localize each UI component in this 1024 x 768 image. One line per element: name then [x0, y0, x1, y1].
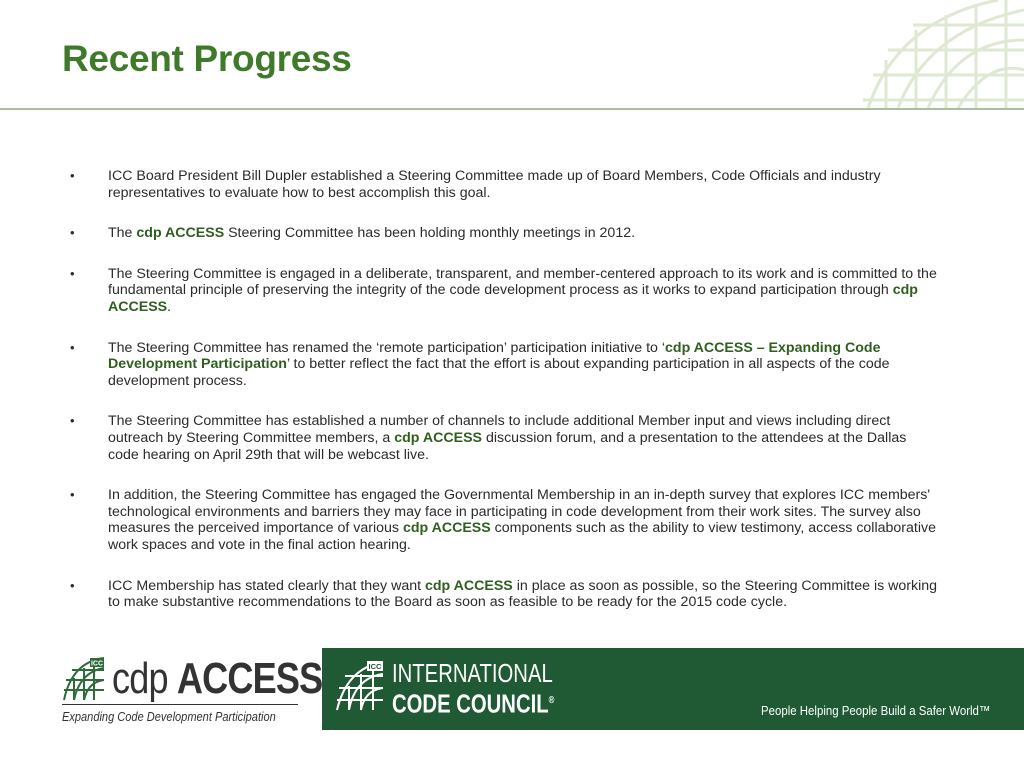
title-divider [0, 108, 1024, 110]
bullet-item [70, 168, 940, 201]
bullet-text: In addition, the Steering Committee has engaged the Governmental Membership in an in-depth survey that explores ICC members' technological environments and barriers they may face in participating in code development from their work sites. The survey also measures the perceived importance of various [108, 487, 931, 537]
bullet-text: The Steering Committee is engaged in a deliberate, transparent, and member-centered approach to its work and is committed to the fundamental principle of preserving the integrity of the code development process as it works to expand participation through [108, 265, 937, 299]
cdp-icc-globe-icon [62, 656, 106, 702]
icc-name-line1: INTERNATIONAL [392, 658, 553, 688]
bullet-dot-icon: • [70, 577, 75, 593]
bullet-bold-text: cdp ACCESS [136, 225, 225, 242]
bullet-dot-icon: • [70, 413, 75, 429]
bullet-text: ICC Membership has stated clearly that they want [108, 577, 425, 594]
globe-watermark-icon [858, 0, 1024, 108]
bullet-dot-icon: • [70, 487, 75, 503]
bullet-text: Steering Committee has been holding monthly meetings in 2012. [224, 225, 636, 242]
bullet-dot-icon: • [70, 339, 75, 355]
bullet-bold-text: cdp ACCESS [108, 282, 918, 315]
bullet-dot-icon: • [70, 265, 75, 281]
bullet-text: The Steering Committee has renamed the ‘remote participation’ participation initiative to ‘ [108, 339, 666, 356]
bullet-item [70, 487, 940, 553]
bullet-text: The Steering Committee has established a number of channels to include additional Member input and views including direct outreach by Steering Committee members, a [108, 413, 891, 446]
bullet-item [70, 340, 940, 390]
bullet-text: components such as the ability to view testimony, access collaborative work spaces and vote in the final action hearing. [108, 520, 936, 553]
bullet-bold-text: cdp ACCESS [425, 577, 513, 594]
slide-title: Recent Progress [62, 38, 352, 79]
bullet-item [70, 266, 940, 316]
bullet-bold-text: cdp ACCESS [394, 429, 483, 446]
icc-name-line2 [392, 687, 554, 718]
registered-mark: ® [548, 695, 555, 706]
bullet-item [70, 578, 940, 611]
bullet-text: in place as soon as possible, so the Steering Committee is working to make substantive recommendations to the Board as soon as feasible to be ready for the 2015 code cycle. [108, 577, 938, 611]
bullet-text: ICC Board President Bill Dupler established a Steering Committee made up of Board Members, Code Officials and industry representatives to evaluate how to best accomplish this goal. [108, 168, 881, 201]
bullet-item [70, 413, 940, 463]
icc-name-line2-text: CODE COUNCIL [392, 688, 549, 719]
cdp-tagline: Expanding Code Development Participation [62, 709, 276, 724]
cdp-word: cdp [112, 654, 168, 703]
cdp-access-wordmark [112, 655, 322, 703]
access-word: ACCESS [176, 654, 323, 703]
icc-name [392, 660, 554, 718]
bullet-dot-icon: • [70, 225, 75, 241]
cdp-logo-rule [62, 704, 298, 705]
bullet-text: The [108, 225, 137, 242]
bullet-text: discussion forum, and a presentation to the attendees at the Dallas code hearing on April 29th that will be webcast live. [108, 429, 907, 463]
bullet-text: ’ to better reflect the fact that the effort is about expanding participation in all aspects of the code development process. [108, 356, 890, 389]
bullet-list [70, 168, 940, 635]
bullet-item [70, 225, 940, 242]
icc-badge-text: ICC [368, 662, 382, 671]
cdp-badge-text: ICC [90, 660, 104, 668]
bullet-bold-text: cdp ACCESS – Expanding Code Development Participation [108, 339, 881, 373]
bullet-text: . [167, 298, 172, 315]
icc-globe-icon [335, 660, 385, 712]
icc-slogan: People Helping People Build a Safer World™ [761, 703, 991, 718]
bullet-bold-text: cdp ACCESS [402, 520, 491, 537]
bullet-dot-icon: • [70, 168, 75, 183]
